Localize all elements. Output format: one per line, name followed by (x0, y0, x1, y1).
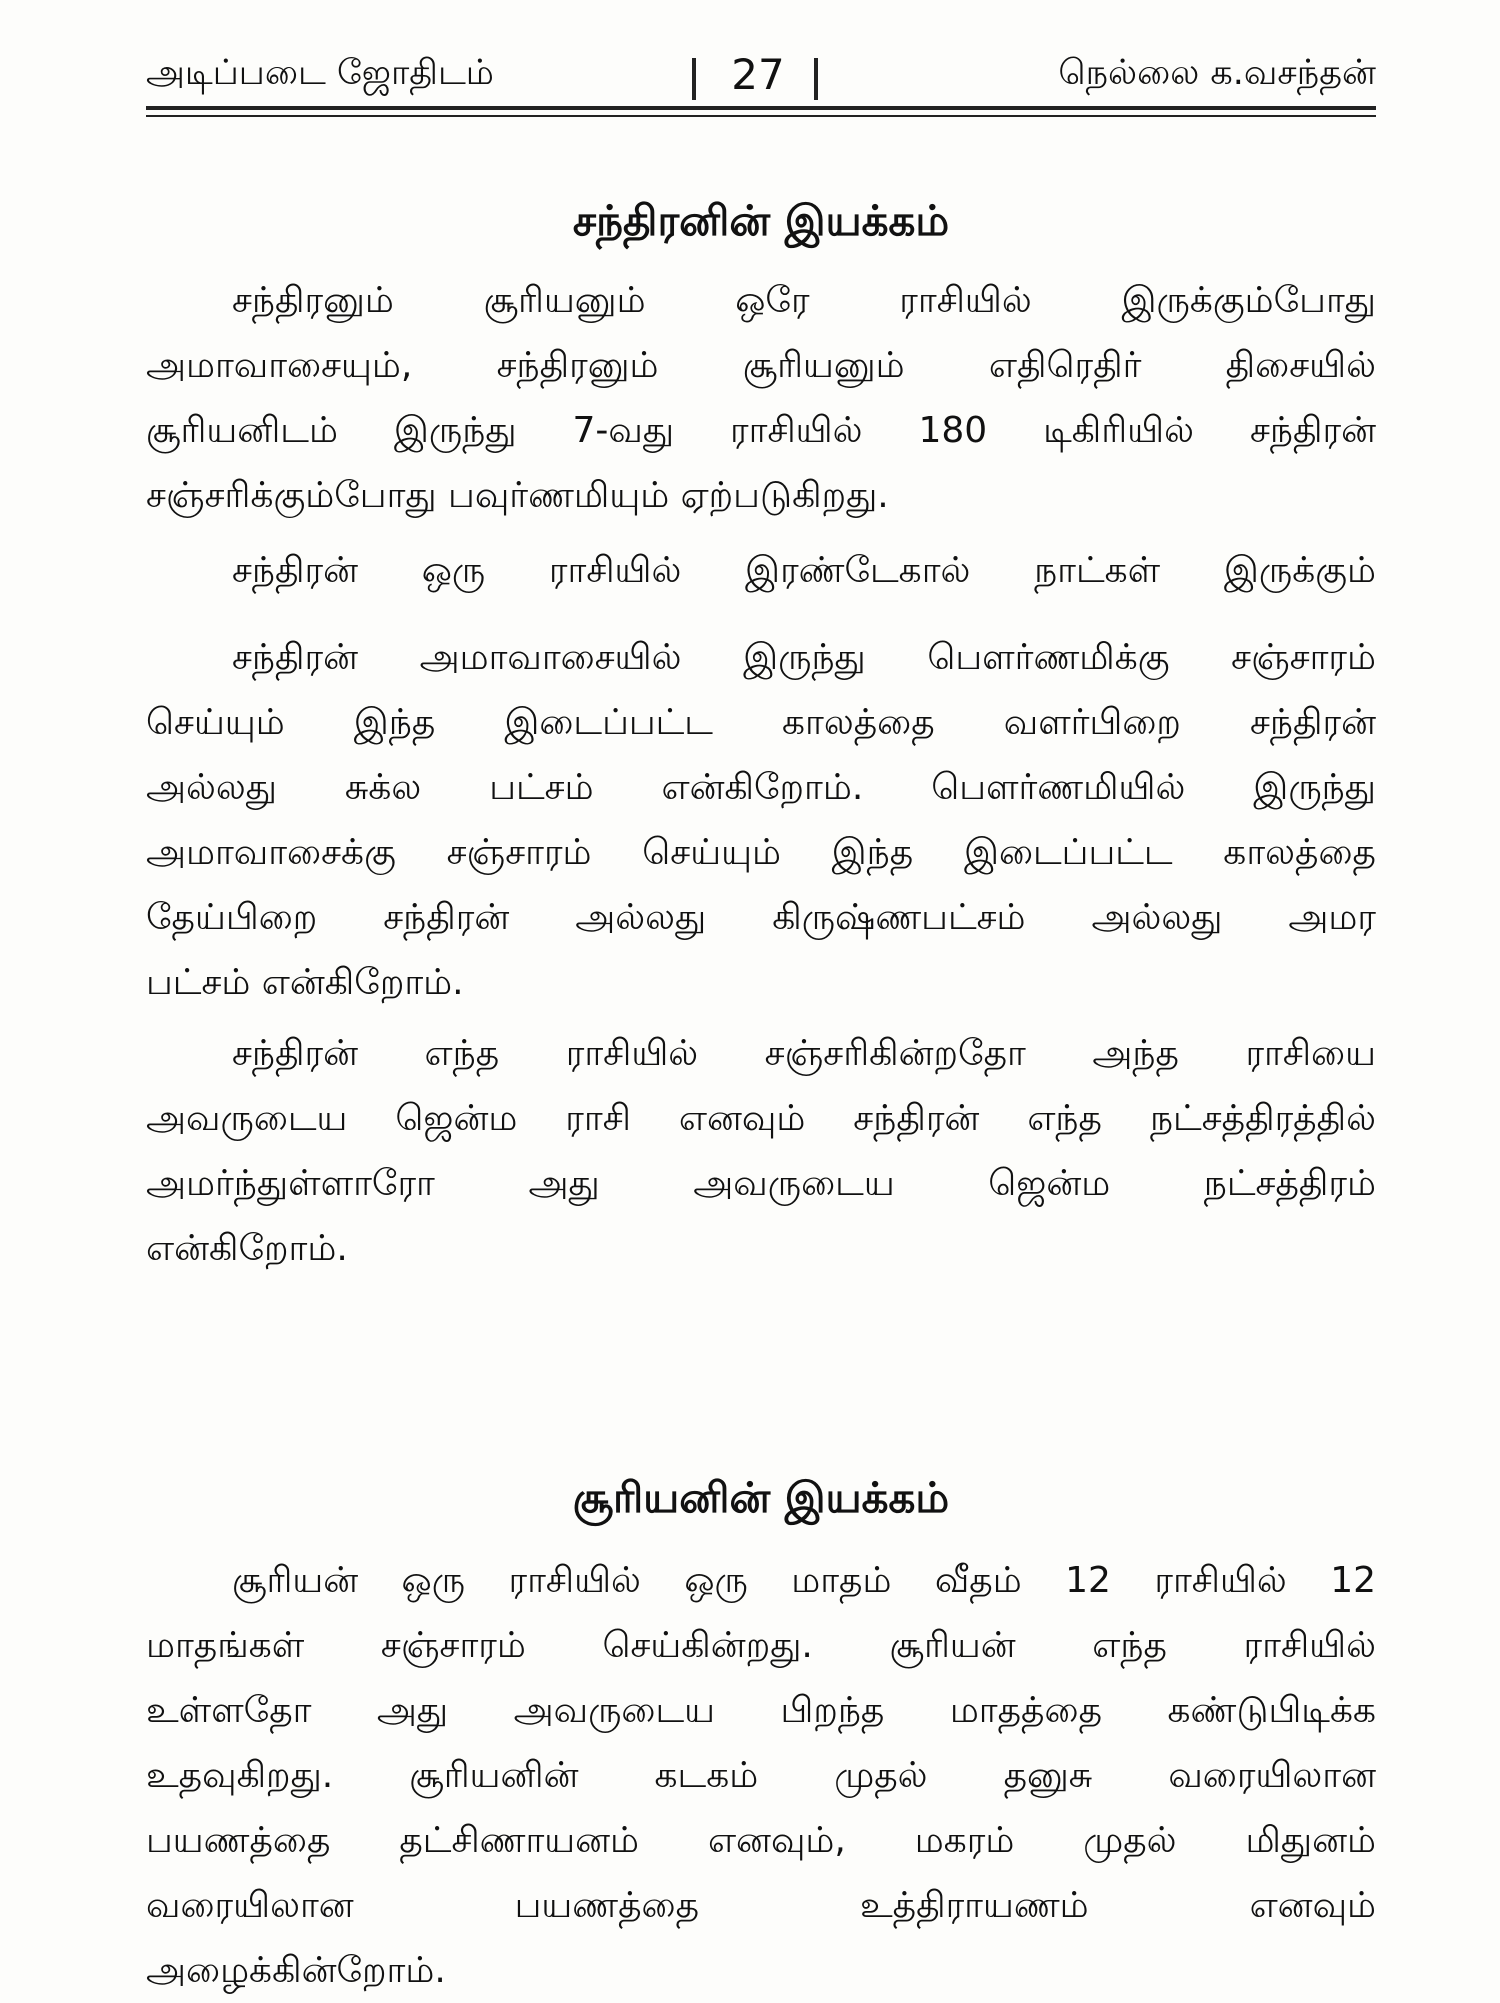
paragraph (146, 268, 1376, 528)
text-line: சூரியனிடம் இருந்து 7-வது ராசியில் 180 டிகிரியில் சந்திரன் (146, 410, 1376, 451)
page-number-bar-right (814, 58, 818, 100)
book-title: அடிப்படை ஜோதிடம் (146, 53, 494, 93)
text-line: தேய்பிறை சந்திரன் அல்லது கிருஷ்ணபட்சம் அல்லது அமர (146, 897, 1376, 938)
header-rule-thin (146, 115, 1376, 117)
text-line: என்கிறோம். (146, 1228, 348, 1269)
text-line: அழைக்கின்றோம். (146, 1950, 446, 1991)
text-line: பயணத்தை தட்சிணாயனம் எனவும், மகரம் முதல் மிதுனம் (146, 1820, 1376, 1861)
text-line: சந்திரன் ஒரு ராசியில் இரண்டேகால் நாட்கள் இருக்கும் (232, 550, 1376, 591)
text-line: அமாவாசையும், சந்திரனும் சூரியனும் எதிரெதிர் திசையில் (146, 345, 1376, 386)
section-title-moon-movement: சந்திரனின் இயக்கம் (572, 195, 950, 245)
text-line: உள்ளதோ அது அவருடைய பிறந்த மாதத்தை கண்டுபிடிக்க (146, 1690, 1376, 1731)
text-line: சந்திரன் எந்த ராசியில் சஞ்சரிகின்றதோ அந்த ராசியை (232, 1033, 1376, 1074)
author-name: நெல்லை க.வசந்தன் (1058, 53, 1376, 93)
text-line: அல்லது சுக்ல பட்சம் என்கிறோம். பௌர்ணமியில் இருந்து (146, 767, 1376, 808)
text-line: சூரியன் ஒரு ராசியில் ஒரு மாதம் வீதம் 12 ராசியில் 12 (232, 1560, 1376, 1601)
text-line: மாதங்கள் சஞ்சாரம் செய்கின்றது. சூரியன் எந்த ராசியில் (146, 1625, 1376, 1666)
paragraph (146, 538, 1376, 603)
text-line: உதவுகிறது. சூரியனின் கடகம் முதல் தனுசு வரையிலான (146, 1755, 1376, 1796)
section-title-sun-movement: சூரியனின் இயக்கம் (572, 1472, 950, 1522)
text-line: சந்திரன் அமாவாசையில் இருந்து பௌர்ணமிக்கு சஞ்சாரம் (232, 637, 1376, 678)
paragraph (146, 625, 1376, 1015)
text-line: வரையிலான பயணத்தை உத்திராயணம் எனவும் (146, 1885, 1376, 1926)
text-line: செய்யும் இந்த இடைப்பட்ட காலத்தை வளர்பிறை சந்திரன் (146, 702, 1376, 743)
text-line: அமாவாசைக்கு சஞ்சாரம் செய்யும் இந்த இடைப்பட்ட காலத்தை (146, 832, 1376, 873)
page-number: 27 (731, 50, 785, 99)
text-line: சந்திரனும் சூரியனும் ஒரே ராசியில் இருக்கும்போது (232, 280, 1376, 321)
paragraph (146, 1548, 1376, 2003)
paragraph (146, 1021, 1376, 1281)
text-line: பட்சம் என்கிறோம். (146, 962, 464, 1003)
text-line: சஞ்சரிக்கும்போது பவுர்ணமியும் ஏற்படுகிறது. (146, 475, 889, 516)
header-rule-thick (146, 106, 1376, 110)
text-line: அவருடைய ஜென்ம ராசி எனவும் சந்திரன் எந்த நட்சத்திரத்தில் (146, 1098, 1376, 1139)
text-line: அமர்ந்துள்ளாரோ அது அவருடைய ஜென்ம நட்சத்திரம் (146, 1163, 1376, 1204)
